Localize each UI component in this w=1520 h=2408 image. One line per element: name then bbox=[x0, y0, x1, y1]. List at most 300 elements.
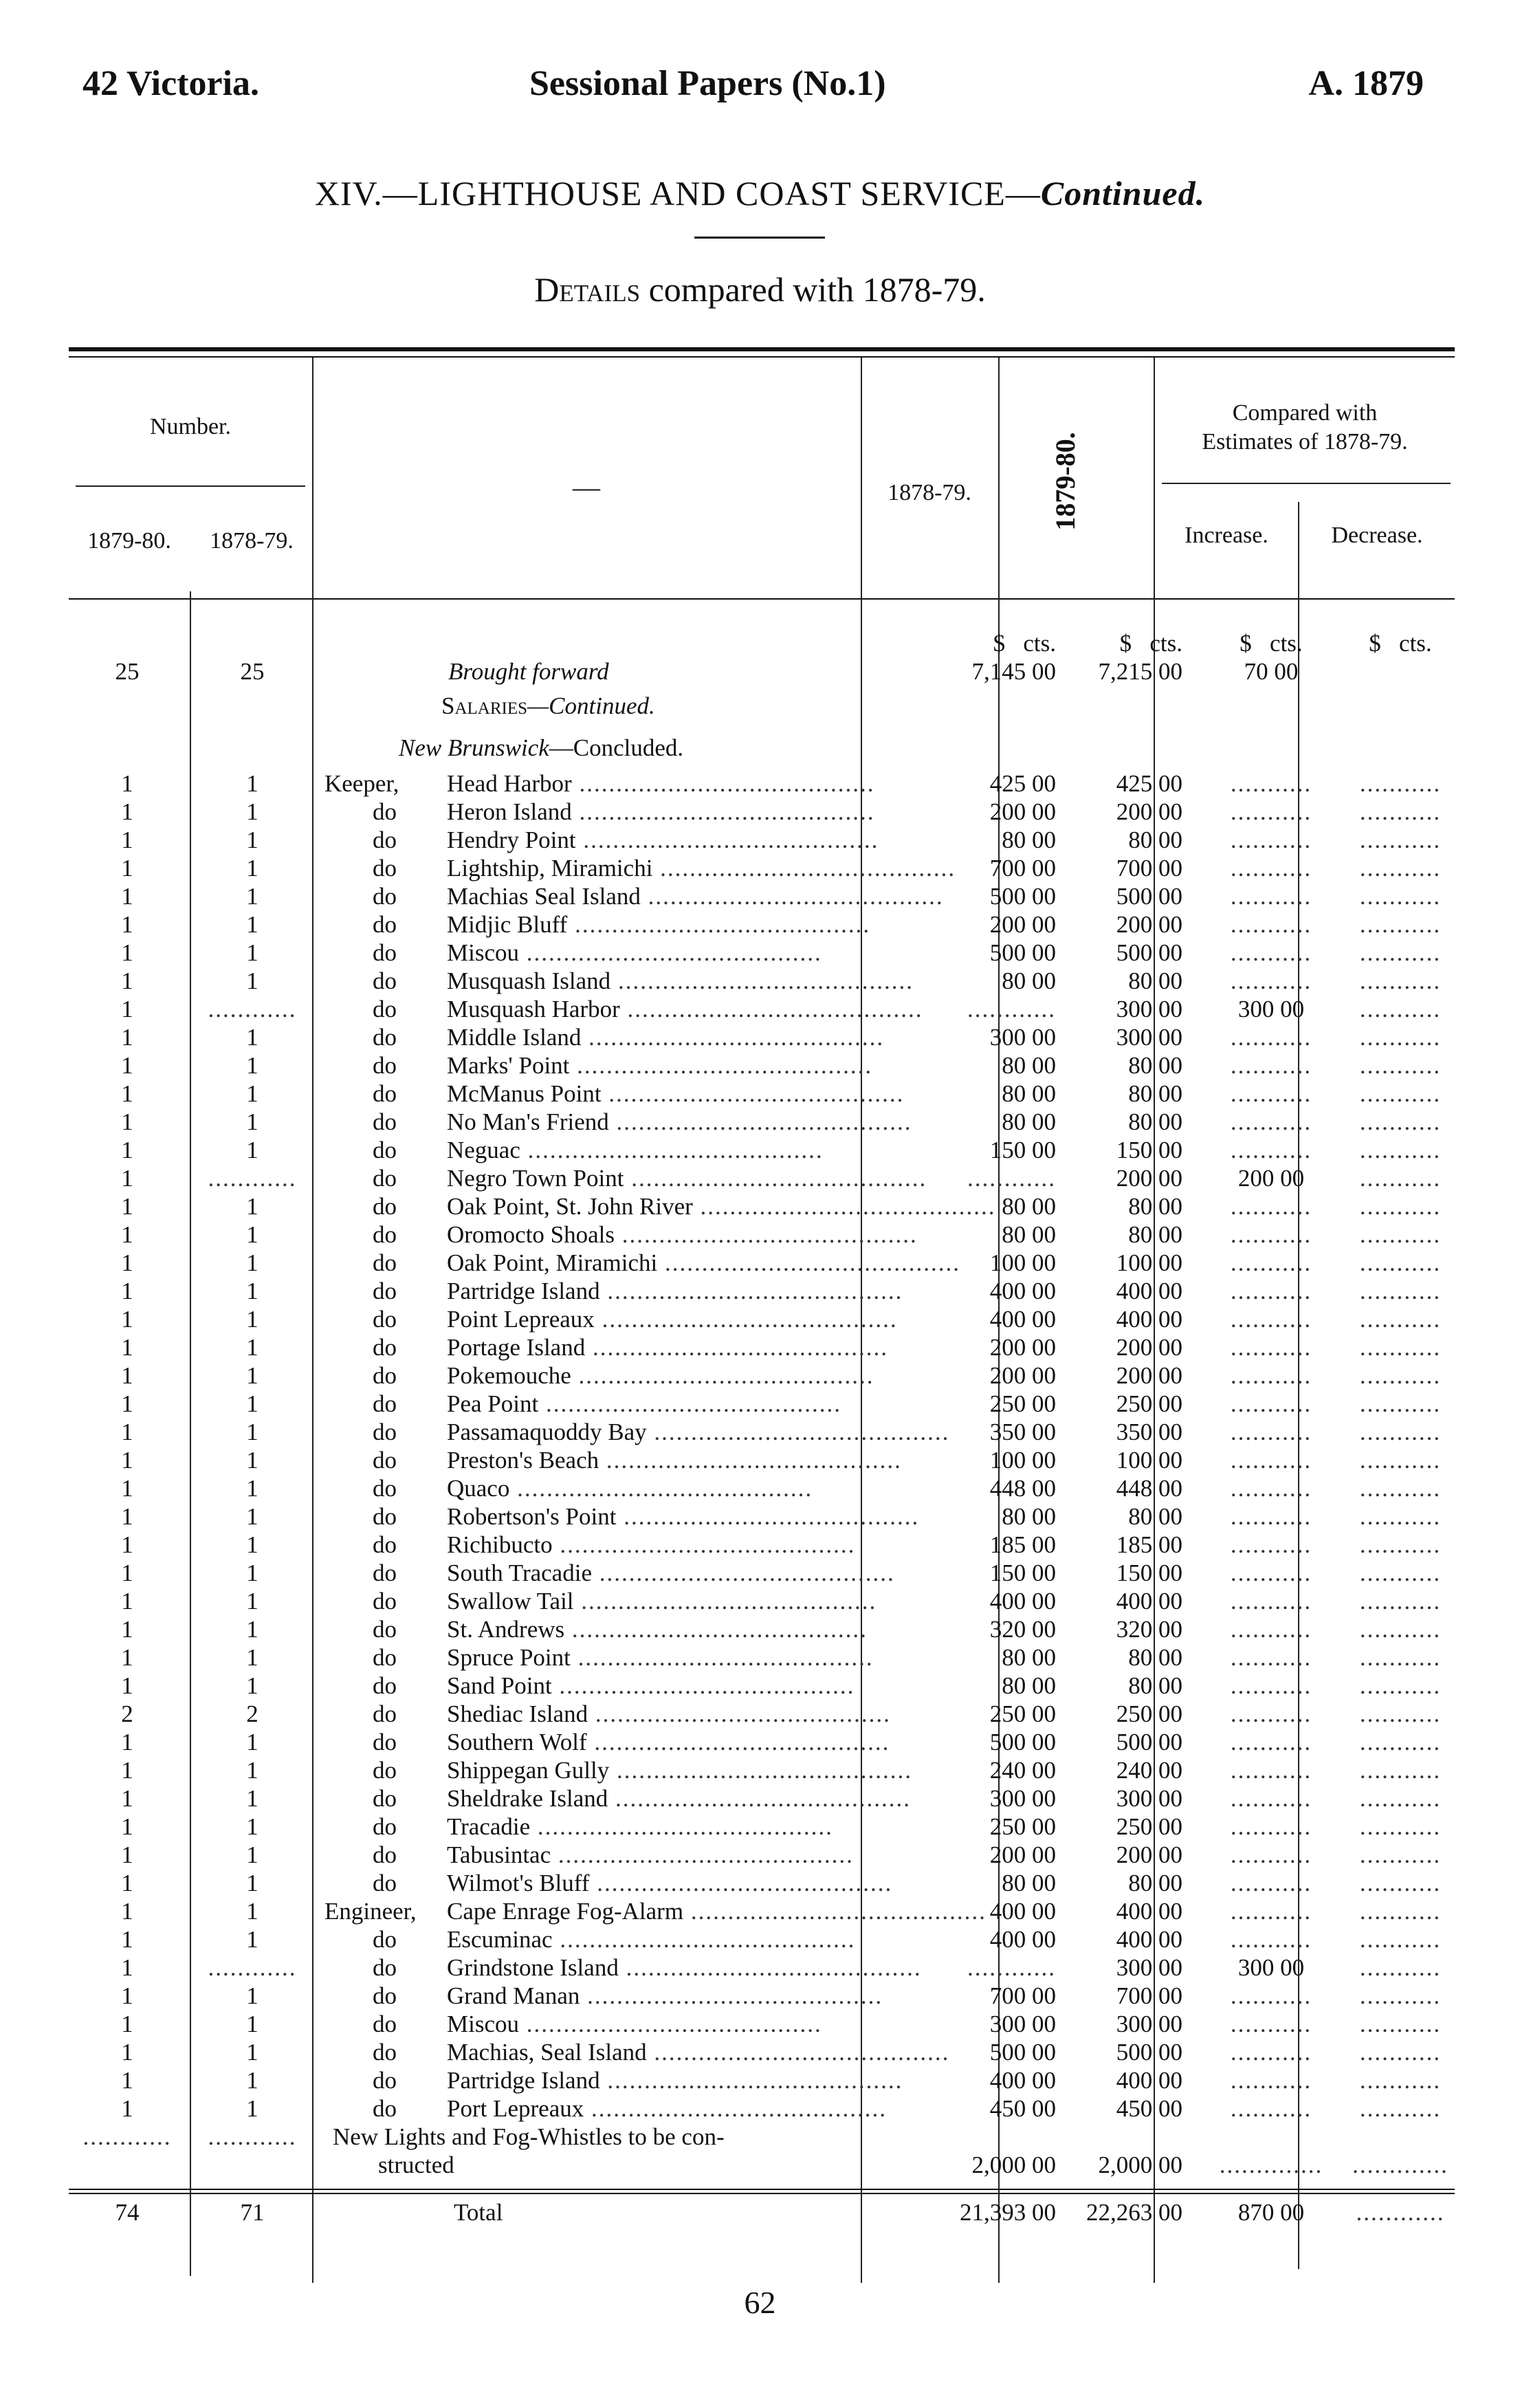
decrease-amount: ........... bbox=[1359, 1108, 1442, 1135]
amount-1879-80: 150 00 bbox=[1116, 1137, 1182, 1163]
count-1879-80: 1 bbox=[121, 1024, 133, 1051]
table-row bbox=[69, 1587, 1455, 1615]
count-1879-80: 1 bbox=[121, 1898, 133, 1925]
description bbox=[324, 882, 944, 910]
header-1879-80-count: 1879-80. bbox=[87, 528, 171, 554]
decrease-amount: ........... bbox=[1359, 1841, 1442, 1868]
count-1878-79: 2 bbox=[246, 1700, 258, 1727]
count-1879-80: 1 bbox=[121, 1306, 133, 1333]
amount-1878-79: 400 00 bbox=[989, 1926, 1056, 1953]
table-row bbox=[69, 1531, 1455, 1559]
total-1878-79: 21,393 00 bbox=[960, 2199, 1056, 2226]
province-label: New Brunswick bbox=[399, 734, 549, 761]
decrease-amount: ........... bbox=[1359, 1334, 1442, 1361]
count-1878-79: 1 bbox=[246, 1306, 258, 1333]
count-1878-79: 1 bbox=[246, 798, 258, 825]
table-row bbox=[69, 769, 1455, 798]
description bbox=[324, 1756, 923, 1784]
increase-amount: ........... bbox=[1230, 1559, 1312, 1586]
header-compared-line1: Compared with bbox=[1232, 400, 1378, 426]
count-1879-80: 25 bbox=[115, 658, 140, 685]
increase-amount: ........... bbox=[1230, 1672, 1312, 1699]
increase-amount: ........... bbox=[1230, 1616, 1312, 1643]
station-name: Partridge Island ........................................ bbox=[447, 2067, 903, 2094]
count-1879-80: 1 bbox=[121, 2039, 133, 2066]
count-1879-80: 1 bbox=[121, 1926, 133, 1953]
amount-1879-80: 700 00 bbox=[1116, 1982, 1182, 2009]
description bbox=[324, 798, 923, 826]
table-row bbox=[69, 1023, 1455, 1051]
station-name: Portage Island ........................................ bbox=[447, 1334, 888, 1361]
station-name: Musquash Island ........................................ bbox=[447, 967, 914, 994]
amount-1879-80: 300 00 bbox=[1116, 996, 1182, 1022]
decrease-amount: ........... bbox=[1359, 1785, 1442, 1812]
count-1879-80: 1 bbox=[121, 1870, 133, 1896]
decrease-amount: ........... bbox=[1359, 827, 1442, 853]
count-1879-80: 1 bbox=[121, 2095, 133, 2122]
description bbox=[324, 910, 923, 939]
amount-1879-80: 7,215 00 bbox=[1098, 658, 1182, 685]
amount-1878-79: 200 00 bbox=[989, 798, 1056, 825]
count-1878-79: 1 bbox=[246, 1531, 258, 1558]
description bbox=[324, 1531, 923, 1559]
total-rules bbox=[69, 2179, 1455, 2198]
province-heading bbox=[324, 727, 923, 769]
section-title-continued: Continued. bbox=[1040, 174, 1206, 212]
description bbox=[324, 1841, 923, 1869]
description bbox=[324, 1249, 960, 1277]
station-name: Neguac ........................................ bbox=[447, 1137, 824, 1163]
station-name: Spruce Point ........................................ bbox=[447, 1644, 874, 1671]
table-row bbox=[69, 1221, 1455, 1249]
amount-1878-79: 150 00 bbox=[989, 1559, 1056, 1586]
description bbox=[324, 939, 923, 967]
salaries-label: Salaries bbox=[441, 692, 528, 719]
table-row bbox=[69, 1728, 1455, 1756]
decrease-amount: ........... bbox=[1359, 1052, 1442, 1079]
ditto-mark: do bbox=[373, 1531, 397, 1558]
description bbox=[324, 1643, 923, 1672]
station-name: Pokemouche ........................................ bbox=[447, 1362, 874, 1389]
ditto-mark: do bbox=[373, 1306, 397, 1333]
new-lights-line1: New Lights and Fog-Whistles to be con- bbox=[333, 2123, 725, 2150]
decrease-amount: ........... bbox=[1359, 1278, 1442, 1304]
amount-1879-80: 448 00 bbox=[1116, 1475, 1182, 1502]
description bbox=[324, 1728, 923, 1756]
header-decrease: Decrease. bbox=[1331, 523, 1423, 548]
description bbox=[324, 826, 923, 854]
increase-amount: ........... bbox=[1230, 1390, 1312, 1417]
ditto-mark: do bbox=[373, 1475, 397, 1502]
amount-1879-80: 80 00 bbox=[1128, 1503, 1182, 1530]
table-row bbox=[69, 1869, 1455, 1897]
station-name: Oak Point, Miramichi ........................................ bbox=[447, 1249, 960, 1276]
ditto-mark: do bbox=[373, 1982, 397, 2009]
decrease-amount: ........... bbox=[1359, 1898, 1442, 1925]
count-1879-80: 1 bbox=[121, 1108, 133, 1135]
description bbox=[324, 1277, 923, 1305]
total-decrease: ............ bbox=[1356, 2199, 1445, 2226]
ditto-mark: do bbox=[373, 996, 397, 1022]
ditto-mark: do bbox=[373, 2067, 397, 2094]
decrease-amount: ........... bbox=[1359, 1926, 1442, 1953]
ditto-mark: do bbox=[373, 798, 397, 825]
ditto-mark: do bbox=[373, 1334, 397, 1361]
ditto-mark: do bbox=[373, 1447, 397, 1474]
description bbox=[324, 1361, 923, 1390]
total-label: Total bbox=[454, 2199, 503, 2226]
cents-label: cts. bbox=[1023, 630, 1056, 657]
station-name: Head Harbor ........................................ bbox=[447, 770, 875, 797]
salaries-heading-row bbox=[69, 686, 1455, 727]
description bbox=[324, 1813, 923, 1841]
header-compared-line2: Estimates of 1878-79. bbox=[1202, 429, 1408, 455]
increase-amount: ........... bbox=[1230, 2039, 1312, 2066]
station-name: Machias Seal Island ........................................ bbox=[447, 883, 944, 910]
decrease-amount: ........... bbox=[1359, 939, 1442, 966]
amount-1879-80: 80 00 bbox=[1128, 1644, 1182, 1671]
amount-1879-80: 500 00 bbox=[1116, 1729, 1182, 1755]
station-name: Sand Point ........................................ bbox=[447, 1672, 855, 1699]
ditto-mark: do bbox=[373, 1729, 397, 1755]
decrease-amount: ........... bbox=[1359, 1390, 1442, 1417]
station-name: Miscou ........................................ bbox=[447, 2011, 822, 2037]
salaries-continued: —Continued. bbox=[527, 692, 655, 719]
increase-amount: ........... bbox=[1230, 2011, 1312, 2037]
increase-amount: ........... bbox=[1230, 1785, 1312, 1812]
count-1878-79: 1 bbox=[246, 1982, 258, 2009]
table-row bbox=[69, 854, 1455, 882]
count-1878-79: 1 bbox=[246, 939, 258, 966]
count-1879-80: 1 bbox=[121, 2067, 133, 2094]
station-name: Port Lepreaux ........................................ bbox=[447, 2095, 887, 2122]
table-top-rule bbox=[69, 347, 1455, 351]
ditto-mark: do bbox=[373, 1278, 397, 1304]
increase-amount: ........... bbox=[1230, 911, 1312, 938]
description bbox=[324, 1136, 923, 1164]
station-name: Oromocto Shoals ........................................ bbox=[447, 1221, 918, 1248]
amount-1879-80: 250 00 bbox=[1116, 1700, 1182, 1727]
amount-1879-80: 200 00 bbox=[1116, 911, 1182, 938]
count-1879-80: 1 bbox=[121, 1616, 133, 1643]
units-1878-79 bbox=[936, 629, 1060, 657]
increase-amount: ........... bbox=[1230, 798, 1312, 825]
increase-amount: ........... bbox=[1230, 883, 1312, 910]
count-1879-80: 1 bbox=[121, 1447, 133, 1474]
ditto-mark: do bbox=[373, 1672, 397, 1699]
increase-amount: 300 00 bbox=[1237, 1954, 1305, 1981]
section-title bbox=[0, 173, 1520, 213]
decrease-amount: ........... bbox=[1359, 1700, 1442, 1727]
decrease-amount: ........... bbox=[1359, 1813, 1442, 1840]
amount-1878-79: 185 00 bbox=[989, 1531, 1056, 1558]
amount-1879-80: 240 00 bbox=[1116, 1757, 1182, 1784]
brought-forward-label: Brought forward bbox=[448, 658, 609, 685]
amount-1879-80: 185 00 bbox=[1116, 1531, 1182, 1558]
count-1879-80: 1 bbox=[121, 1503, 133, 1530]
count-1878-79: 1 bbox=[246, 1559, 258, 1586]
table-row bbox=[69, 1277, 1455, 1305]
count-1878-79: 1 bbox=[246, 1616, 258, 1643]
table-row bbox=[69, 2038, 1455, 2066]
table-row bbox=[69, 967, 1455, 995]
station-name: Negro Town Point ........................................ bbox=[447, 1165, 927, 1192]
increase-amount: ........... bbox=[1230, 1644, 1312, 1671]
table-row bbox=[69, 1446, 1455, 1474]
count-1879-80: 1 bbox=[121, 2011, 133, 2037]
count-1879-80: 1 bbox=[121, 1841, 133, 1868]
ditto-mark: do bbox=[373, 1644, 397, 1671]
count-1878-79: 1 bbox=[246, 770, 258, 797]
count-1878-79: 1 bbox=[246, 1644, 258, 1671]
amount-1878-79: 450 00 bbox=[989, 2095, 1056, 2122]
decrease-amount: ........... bbox=[1359, 770, 1442, 797]
ditto-mark: do bbox=[373, 1588, 397, 1615]
count-1879-80: 2 bbox=[121, 1700, 133, 1727]
header-number: Number. bbox=[149, 414, 232, 439]
increase-amount: 70 00 bbox=[1244, 658, 1299, 685]
amount-1879-80: 300 00 bbox=[1116, 1785, 1182, 1812]
count-1878-79: 1 bbox=[246, 1503, 258, 1530]
amount-1878-79: 700 00 bbox=[989, 855, 1056, 882]
increase-amount: ........... bbox=[1230, 2095, 1312, 2122]
table-row bbox=[69, 1615, 1455, 1643]
increase-amount: ........... bbox=[1230, 827, 1312, 853]
description bbox=[324, 1897, 987, 1925]
table-row bbox=[69, 1418, 1455, 1446]
count-1879-80: 1 bbox=[121, 911, 133, 938]
count-1878-79: 1 bbox=[246, 1137, 258, 1163]
amount-1878-79: 448 00 bbox=[989, 1475, 1056, 1502]
decrease-amount: ........... bbox=[1359, 2011, 1442, 2037]
station-name: Miscou ........................................ bbox=[447, 939, 822, 966]
ditto-mark: do bbox=[373, 1813, 397, 1840]
table-row bbox=[69, 2010, 1455, 2038]
decrease-amount: ........... bbox=[1359, 1616, 1442, 1643]
increase-amount: ........... bbox=[1230, 1447, 1312, 1474]
amount-1878-79: 425 00 bbox=[989, 770, 1056, 797]
amount-1879-80: 150 00 bbox=[1116, 1559, 1182, 1586]
amount-1879-80: 80 00 bbox=[1128, 1870, 1182, 1896]
table-row bbox=[69, 1897, 1455, 1925]
increase-amount: ........... bbox=[1230, 1108, 1312, 1135]
description bbox=[324, 1869, 923, 1897]
ditto-mark: do bbox=[373, 1137, 397, 1163]
count-1878-79: 1 bbox=[246, 1221, 258, 1248]
description bbox=[324, 1953, 923, 1982]
ditto-mark: do bbox=[373, 967, 397, 994]
description bbox=[324, 657, 923, 686]
amount-1879-80: 80 00 bbox=[1128, 1221, 1182, 1248]
amount-1878-79: 400 00 bbox=[989, 1278, 1056, 1304]
ditto-mark: do bbox=[373, 1193, 397, 1220]
increase-amount: ........... bbox=[1230, 1475, 1312, 1502]
station-name: Quaco ........................................ bbox=[447, 1475, 813, 1502]
ditto-mark: do bbox=[373, 1785, 397, 1812]
station-name: Shediac Island ........................................ bbox=[447, 1700, 891, 1727]
ditto-mark: do bbox=[373, 827, 397, 853]
table-row bbox=[69, 1756, 1455, 1784]
table-row bbox=[69, 1305, 1455, 1333]
total-count-1879-80: 74 bbox=[115, 2199, 140, 2226]
increase-amount: ........... bbox=[1230, 1757, 1312, 1784]
ditto-mark: do bbox=[373, 1503, 397, 1530]
count-1878-79: ............ bbox=[208, 996, 297, 1022]
decrease-amount: ........... bbox=[1359, 883, 1442, 910]
ditto-mark: do bbox=[373, 1926, 397, 1953]
count-1879-80: 1 bbox=[121, 1729, 133, 1755]
description bbox=[324, 1023, 923, 1051]
amount-1878-79: 500 00 bbox=[989, 2039, 1056, 2066]
amount-1878-79: 400 00 bbox=[989, 1588, 1056, 1615]
count-1878-79: 1 bbox=[246, 1870, 258, 1896]
ditto-mark: do bbox=[373, 1841, 397, 1868]
total-1879-80: 22,263 00 bbox=[1086, 2199, 1182, 2226]
decrease-amount: ........... bbox=[1359, 1362, 1442, 1389]
amount-1879-80: 200 00 bbox=[1116, 1841, 1182, 1868]
ditto-mark: do bbox=[373, 2039, 397, 2066]
count-1879-80: 1 bbox=[121, 996, 133, 1022]
description bbox=[324, 1192, 996, 1221]
dollar-sign: $ bbox=[993, 630, 1006, 657]
amount-1879-80: 450 00 bbox=[1116, 2095, 1182, 2122]
decrease-amount: ........... bbox=[1359, 1475, 1442, 1502]
increase-amount: ........... bbox=[1230, 770, 1312, 797]
amount-1878-79: 80 00 bbox=[1002, 1108, 1056, 1135]
amount-1878-79: 300 00 bbox=[989, 1024, 1056, 1051]
decrease-amount: ........... bbox=[1359, 1982, 1442, 2009]
count-1879-80: 1 bbox=[121, 1644, 133, 1671]
decrease-amount: ........... bbox=[1359, 2067, 1442, 2094]
amount-1878-79: 80 00 bbox=[1002, 967, 1056, 994]
ditto-mark: do bbox=[373, 1249, 397, 1276]
count-1879-80: 1 bbox=[121, 1559, 133, 1586]
amount-1878-79: 400 00 bbox=[989, 2067, 1056, 2094]
amount-1879-80: 80 00 bbox=[1128, 827, 1182, 853]
count-1879-80: 1 bbox=[121, 1165, 133, 1192]
count-1879-80: 1 bbox=[121, 1531, 133, 1558]
station-name: Grand Manan ........................................ bbox=[447, 1982, 883, 2009]
decrease-amount: ........... bbox=[1359, 1757, 1442, 1784]
station-name: St. Andrews ........................................ bbox=[447, 1616, 868, 1643]
amount-1879-80: 250 00 bbox=[1116, 1390, 1182, 1417]
decrease-amount: ........... bbox=[1359, 1870, 1442, 1896]
table-row bbox=[69, 995, 1455, 1023]
header-1878-79-amount: 1878-79. bbox=[888, 480, 971, 505]
description bbox=[324, 854, 956, 882]
subtitle-details: Details bbox=[534, 270, 641, 309]
dollar-sign: $ bbox=[1369, 630, 1381, 657]
station-name: McManus Point ........................................ bbox=[447, 1080, 905, 1107]
station-name: Marks' Point ........................................ bbox=[447, 1052, 873, 1079]
count-1878-79: 1 bbox=[246, 1334, 258, 1361]
count-1878-79: 1 bbox=[246, 827, 258, 853]
count-1878-79: 1 bbox=[246, 1080, 258, 1107]
subtitle-rest: compared with 1878-79. bbox=[640, 270, 986, 309]
table-row bbox=[69, 1953, 1455, 1982]
amount-1879-80: 2,000 00 bbox=[1098, 2152, 1182, 2178]
amount-1879-80: 500 00 bbox=[1116, 2039, 1182, 2066]
count-1878-79: 1 bbox=[246, 967, 258, 994]
station-name: Lightship, Miramichi ........................................ bbox=[447, 855, 956, 882]
units-decrease bbox=[1349, 629, 1452, 657]
increase-amount: 200 00 bbox=[1237, 1165, 1305, 1192]
count-1879-80: 1 bbox=[121, 1475, 133, 1502]
ditto-mark: do bbox=[373, 1559, 397, 1586]
station-name: Tabusintac ........................................ bbox=[447, 1841, 854, 1868]
amount-1878-79: 150 00 bbox=[989, 1137, 1056, 1163]
table-row bbox=[69, 1474, 1455, 1502]
count-1878-79: ............ bbox=[208, 2123, 297, 2150]
header-compared-rule bbox=[1162, 483, 1451, 484]
ditto-mark: do bbox=[373, 1700, 397, 1727]
amount-1879-80: 300 00 bbox=[1116, 2011, 1182, 2037]
running-head bbox=[82, 63, 1424, 111]
amount-1878-79: 700 00 bbox=[989, 1982, 1056, 2009]
count-1878-79: 1 bbox=[246, 1757, 258, 1784]
amount-1878-79: 7,145 00 bbox=[971, 658, 1056, 685]
ditto-mark: do bbox=[373, 1616, 397, 1643]
count-1878-79: 1 bbox=[246, 1813, 258, 1840]
ditto-mark: do bbox=[373, 2095, 397, 2122]
table-body bbox=[69, 769, 1455, 2123]
table-row bbox=[69, 1080, 1455, 1108]
description bbox=[324, 769, 923, 798]
decrease-amount: ........... bbox=[1359, 1221, 1442, 1248]
amount-1878-79: 80 00 bbox=[1002, 1052, 1056, 1079]
count-1879-80: 1 bbox=[121, 1193, 133, 1220]
increase-amount: ........... bbox=[1230, 1362, 1312, 1389]
description bbox=[324, 1784, 923, 1813]
increase-amount: ........... bbox=[1230, 1700, 1312, 1727]
station-name: Escuminac ........................................ bbox=[447, 1926, 856, 1953]
description bbox=[324, 2123, 923, 2179]
description bbox=[324, 1418, 950, 1446]
count-1879-80: 1 bbox=[121, 1813, 133, 1840]
decrease-amount: ........... bbox=[1359, 996, 1442, 1022]
decrease-amount: ........... bbox=[1359, 1954, 1442, 1981]
province-concluded: —Concluded. bbox=[549, 734, 684, 761]
new-lights-row bbox=[69, 2123, 1455, 2179]
amount-1879-80: 200 00 bbox=[1116, 1334, 1182, 1361]
amount-1878-79: 80 00 bbox=[1002, 1672, 1056, 1699]
decrease-amount: ........... bbox=[1359, 1531, 1442, 1558]
station-name: No Man's Friend ........................................ bbox=[447, 1108, 912, 1135]
title-rule bbox=[694, 237, 825, 239]
brought-forward-row bbox=[69, 657, 1455, 686]
amount-1878-79: 100 00 bbox=[989, 1249, 1056, 1276]
amount-1878-79: 80 00 bbox=[1002, 827, 1056, 853]
increase-amount: ........... bbox=[1230, 1334, 1312, 1361]
count-1879-80: 1 bbox=[121, 770, 133, 797]
increase-amount: ........... bbox=[1230, 1278, 1312, 1304]
count-1878-79: 1 bbox=[246, 883, 258, 910]
count-1879-80: 1 bbox=[121, 1757, 133, 1784]
amount-1879-80: 320 00 bbox=[1116, 1616, 1182, 1643]
decrease-amount: ........... bbox=[1359, 1193, 1442, 1220]
amount-1879-80: 80 00 bbox=[1128, 1108, 1182, 1135]
count-1879-80: 1 bbox=[121, 1672, 133, 1699]
description bbox=[324, 2066, 923, 2094]
amount-1879-80: 250 00 bbox=[1116, 1813, 1182, 1840]
amount-1878-79: ............ bbox=[967, 1954, 1056, 1981]
table-row bbox=[69, 1051, 1455, 1080]
description bbox=[324, 1333, 923, 1361]
amount-1878-79: 80 00 bbox=[1002, 1221, 1056, 1248]
count-1878-79: 1 bbox=[246, 1362, 258, 1389]
amount-1879-80: 350 00 bbox=[1116, 1419, 1182, 1445]
running-head-right: A. 1879 bbox=[1308, 64, 1424, 103]
